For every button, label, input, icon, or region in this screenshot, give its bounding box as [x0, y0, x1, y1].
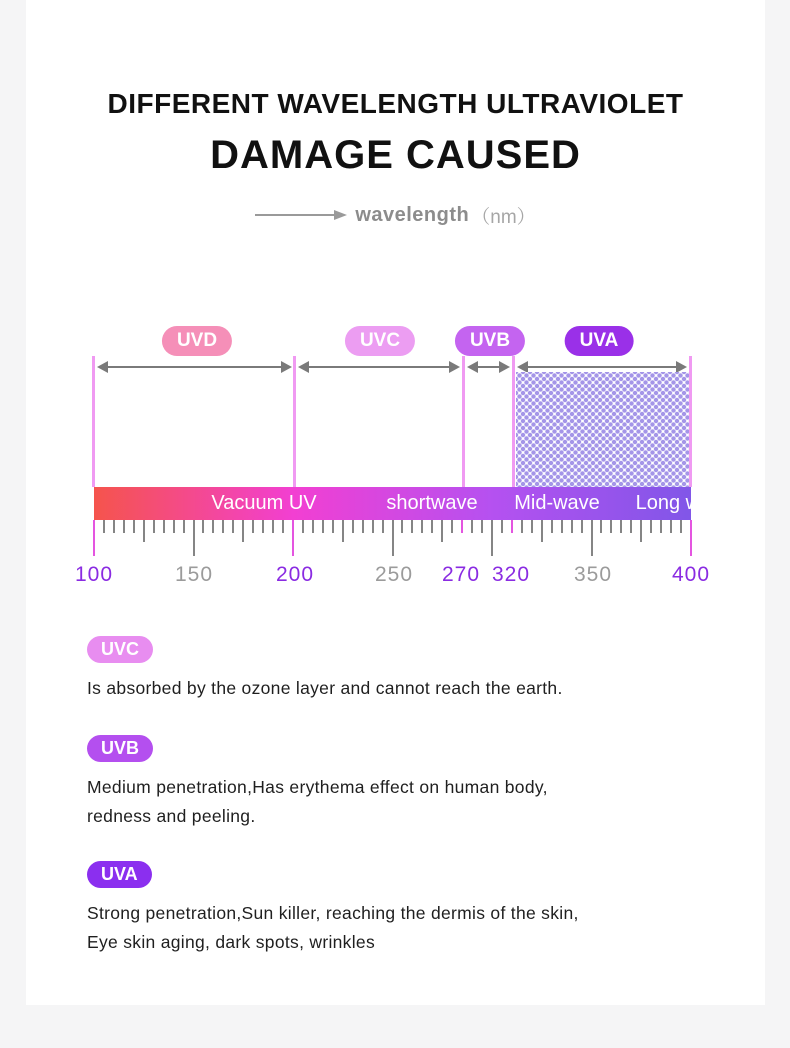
ruler-tick — [352, 520, 354, 533]
ruler-tick — [441, 520, 443, 542]
ruler-tick — [103, 520, 105, 533]
section-uvb — [87, 735, 729, 831]
ruler-tick — [143, 520, 145, 542]
scale-label-270: 270 — [441, 563, 481, 586]
ruler-tick — [650, 520, 652, 533]
infographic-card — [26, 0, 765, 1005]
ruler-tick — [163, 520, 165, 533]
ruler-tick — [531, 520, 533, 533]
ruler-tick — [431, 520, 433, 533]
ruler-tick — [610, 520, 612, 533]
ruler-tick — [640, 520, 642, 542]
band-label-long-wave: Long wave — [635, 492, 733, 514]
ruler-tick — [401, 520, 403, 533]
ruler-tick — [292, 520, 294, 556]
scale-label-250: 250 — [374, 563, 414, 586]
ruler-tick — [372, 520, 374, 533]
uvb-description-line-2: redness and peeling. — [87, 806, 256, 826]
ruler-tick — [302, 520, 304, 533]
uvc-section-badge: UVC — [87, 636, 153, 663]
ruler-tick — [362, 520, 364, 533]
ruler-tick — [630, 520, 632, 533]
ruler-tick — [153, 520, 155, 533]
ruler-tick — [113, 520, 115, 533]
wavelength-ruler — [26, 520, 765, 560]
ruler-tick — [471, 520, 473, 533]
scale-label-350: 350 — [573, 563, 613, 586]
boundary-line-320 — [512, 356, 515, 487]
boundary-line-200 — [293, 356, 296, 487]
ruler-tick — [600, 520, 602, 533]
uvd-badge: UVD — [162, 326, 232, 356]
ruler-tick — [332, 520, 334, 533]
band-label-shortwave: shortwave — [386, 492, 478, 514]
ruler-tick — [282, 520, 284, 533]
ruler-tick — [382, 520, 384, 533]
ruler-tick — [581, 520, 583, 533]
ruler-tick — [193, 520, 195, 556]
ruler-tick — [342, 520, 344, 542]
scale-label-100: 100 — [74, 563, 114, 586]
boundary-line-270 — [462, 356, 465, 487]
ruler-tick — [670, 520, 672, 533]
range-arrow-uvd — [97, 361, 292, 373]
ruler-tick — [232, 520, 234, 533]
uva-description-line-2: Eye skin aging, dark spots, wrinkles — [87, 932, 376, 952]
uvc-description: Is absorbed by the ozone layer and cannot reach the earth. — [87, 678, 563, 698]
ruler-tick — [521, 520, 523, 533]
ruler-tick — [541, 520, 543, 542]
ruler-tick — [451, 520, 453, 533]
uva-description-line-1: Strong penetration,Sun killer, reaching the dermis of the skin, — [87, 903, 579, 923]
ruler-tick — [481, 520, 483, 533]
ruler-tick — [591, 520, 593, 556]
uva-badge: UVA — [565, 326, 634, 356]
ruler-tick — [222, 520, 224, 533]
ruler-tick — [212, 520, 214, 533]
section-uva — [87, 861, 729, 957]
right-arrow-icon — [255, 210, 347, 220]
scale-label-320: 320 — [491, 563, 531, 586]
ruler-tick — [312, 520, 314, 533]
boundary-line-100 — [92, 356, 95, 487]
band-label-mid-wave: Mid-wave — [514, 492, 600, 514]
ruler-tick — [680, 520, 682, 533]
scale-label-200: 200 — [275, 563, 315, 586]
ruler-tick — [501, 520, 503, 533]
ruler-tick — [93, 520, 95, 556]
ruler-tick — [272, 520, 274, 533]
boundary-line-400 — [689, 356, 692, 487]
title-line-1: DIFFERENT WAVELENGTH ULTRAVIOLET — [107, 88, 684, 119]
range-arrow-uvb — [467, 361, 510, 373]
ruler-tick — [123, 520, 125, 533]
section-uvc — [87, 636, 729, 703]
scale-labels — [26, 563, 765, 591]
ruler-tick — [491, 520, 493, 556]
ruler-tick — [183, 520, 185, 533]
ruler-tick — [561, 520, 563, 533]
uvb-section-badge: UVB — [87, 735, 153, 762]
ruler-tick — [551, 520, 553, 533]
ruler-tick — [411, 520, 413, 533]
ruler-tick — [392, 520, 394, 556]
scale-label-400: 400 — [671, 563, 711, 586]
uvb-description-line-1: Medium penetration,Has erythema effect on human body, — [87, 777, 548, 797]
ruler-tick — [133, 520, 135, 533]
ruler-tick — [262, 520, 264, 533]
spectrum-bar — [94, 487, 733, 520]
uvc-badge: UVC — [345, 326, 415, 356]
ruler-tick — [202, 520, 204, 533]
ruler-tick — [620, 520, 622, 533]
ruler-tick — [242, 520, 244, 542]
range-arrow-uvc — [298, 361, 460, 373]
title-line-2: DAMAGE CAUSED — [210, 133, 581, 177]
ruler-tick — [461, 520, 463, 533]
scale-label-150: 150 — [174, 563, 214, 586]
wavelength-axis-label — [26, 200, 765, 230]
ruler-tick — [322, 520, 324, 533]
ruler-tick — [421, 520, 423, 533]
uvb-badge: UVB — [455, 326, 525, 356]
ruler-tick — [173, 520, 175, 533]
uva-section-badge: UVA — [87, 861, 152, 888]
ruler-tick — [690, 520, 692, 556]
wavelength-unit: （nm） — [471, 206, 536, 228]
ruler-tick — [252, 520, 254, 533]
band-label-vacuum-uv: Vacuum UV — [211, 492, 317, 514]
uva-dotted-region — [516, 372, 689, 487]
ruler-tick — [571, 520, 573, 533]
ruler-tick — [511, 520, 513, 533]
wavelength-text: wavelength — [355, 203, 470, 226]
ruler-tick — [660, 520, 662, 533]
